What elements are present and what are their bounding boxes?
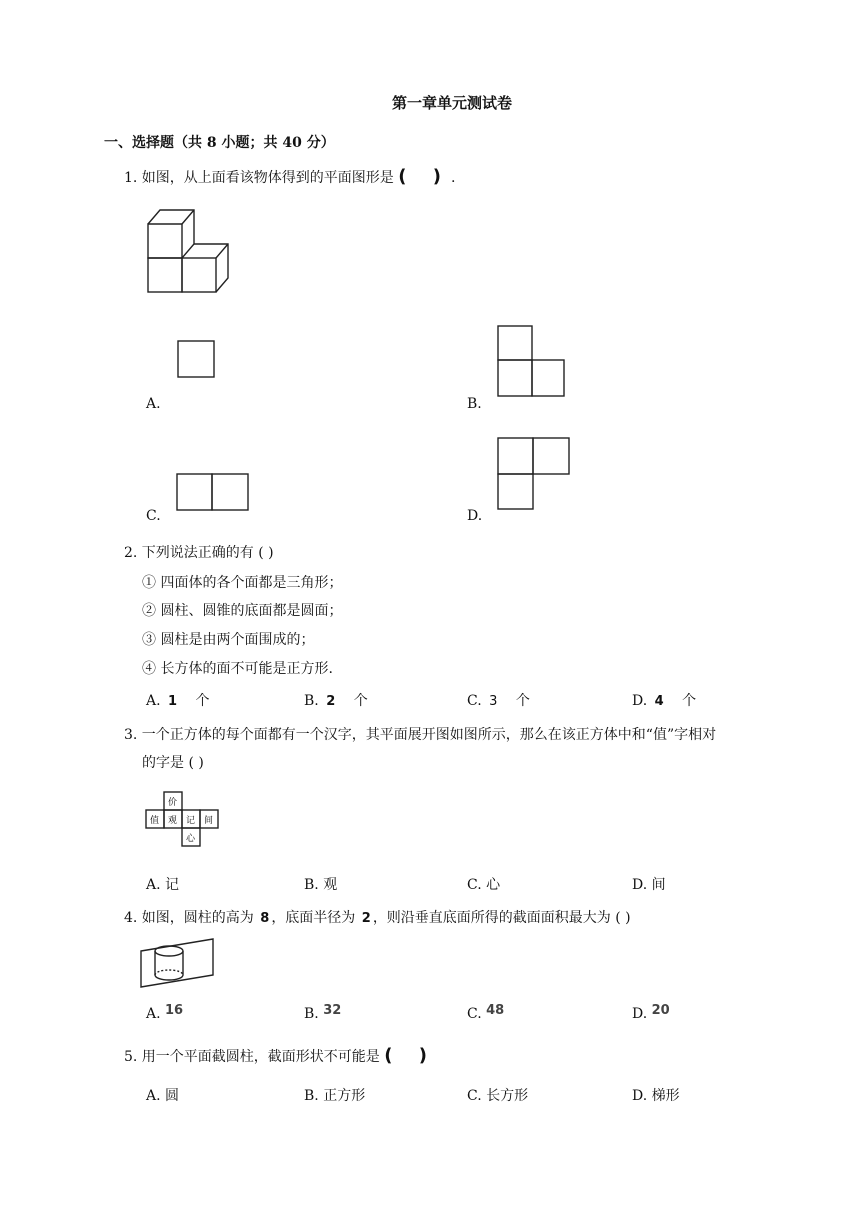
q4-option-b-value: 32: [323, 1003, 342, 1018]
q4-stem-a: 4. 如图，圆柱的高为: [124, 910, 254, 926]
q1-stem-end: .: [451, 170, 456, 186]
q4-option-c-letter: C.: [467, 1006, 482, 1022]
q1-stem-text: 1. 如图，从上面看该物体得到的平面图形是: [124, 170, 394, 186]
q2-option-c[interactable]: [467, 690, 530, 710]
q3-net-char-1: 价: [168, 798, 178, 808]
q5-option-c[interactable]: C. 长方形: [467, 1088, 529, 1104]
q4-stem-c: ，则沿垂直底面所得的截面面积最大为 ( ): [372, 910, 631, 926]
q2-option-d[interactable]: [632, 690, 696, 710]
q3-option-d[interactable]: D. 间: [632, 877, 666, 893]
q5-stem: [124, 1045, 437, 1066]
page-title: 第一章单元测试卷: [392, 94, 513, 112]
q3-option-c[interactable]: C. 心: [467, 877, 501, 893]
q5-stem-text: 5. 用一个平面截圆柱，截面形状不可能是: [124, 1049, 380, 1065]
q1-option-a[interactable]: A.: [146, 396, 161, 412]
q2-option-b-value: 2: [326, 694, 336, 709]
q1-option-b-figure: [497, 325, 567, 400]
q3-option-a[interactable]: A. 记: [146, 877, 180, 893]
q2-statement-2: ② 圆柱、圆锥的底面都是圆面；: [142, 603, 343, 619]
q1-option-a-figure: [177, 340, 217, 380]
q4-option-d[interactable]: [632, 1003, 670, 1022]
q4-option-c-value: 48: [486, 1003, 505, 1018]
q4-option-c[interactable]: [467, 1003, 505, 1022]
section-heading: 一、选择题（共 8 小题；共 40 分）: [104, 135, 335, 151]
q4-option-d-value: 20: [651, 1003, 670, 1018]
q3-option-b[interactable]: B. 观: [304, 877, 338, 893]
q2-option-c-letter: C.: [467, 693, 482, 709]
q2-option-a-value: 1: [168, 694, 178, 709]
q3-net-char-6: 心: [186, 834, 196, 844]
q2-option-d-value: 4: [654, 694, 664, 709]
q4-stem: [124, 907, 631, 927]
q2-statement-4: ④ 长方体的面不可能是正方形.: [142, 661, 333, 677]
q2-statement-3: ③ 圆柱是由两个面围成的；: [142, 632, 315, 648]
q2-option-a-letter: A.: [146, 693, 161, 709]
q3-net-char-3: 观: [168, 816, 178, 826]
q1-option-b[interactable]: B.: [467, 396, 482, 412]
q4-stem-b: ，底面半径为: [271, 910, 356, 926]
q4-option-a-value: 16: [165, 1003, 184, 1018]
q4-radius-value: 2: [361, 911, 371, 926]
q4-option-a-letter: A.: [146, 1006, 161, 1022]
q2-statement-1: ① 四面体的各个面都是三角形；: [142, 575, 343, 591]
q2-option-b-letter: B.: [304, 693, 319, 709]
q3-cube-net: [146, 791, 226, 851]
q2-option-d-unit: 个: [682, 693, 697, 709]
q1-option-c-figure: [176, 473, 251, 513]
q5-option-a[interactable]: A. 圆: [146, 1088, 180, 1104]
q5-answer-bracket: ( ): [384, 1045, 437, 1066]
q1-stem: [124, 166, 455, 187]
q4-option-b-letter: B.: [304, 1006, 319, 1022]
q3-net-char-5: 间: [204, 816, 214, 826]
q1-option-d[interactable]: D.: [467, 508, 483, 524]
q3-net-char-2: 值: [150, 816, 160, 826]
q4-option-d-letter: D.: [632, 1006, 648, 1022]
q4-height-value: 8: [260, 911, 270, 926]
q4-option-a[interactable]: [146, 1003, 184, 1022]
q3-stem-line2: 的字是 ( ): [142, 755, 204, 771]
q2-option-b[interactable]: [304, 690, 368, 710]
q4-cylinder-figure: [139, 937, 219, 989]
q3-stem-line1: 3. 一个正方体的每个面都有一个汉字，其平面展开图如图所示，那么在该正方体中和“值”字相对: [124, 727, 717, 743]
q5-option-d[interactable]: D. 梯形: [632, 1088, 680, 1104]
q2-option-c-unit: 个: [515, 693, 530, 709]
q1-option-d-figure: [497, 437, 573, 512]
q1-answer-bracket: ( ): [398, 166, 451, 187]
q1-cube-figure: [146, 208, 236, 298]
q2-option-b-unit: 个: [353, 693, 368, 709]
q4-option-b[interactable]: [304, 1003, 342, 1022]
q2-option-a-unit: 个: [195, 693, 210, 709]
q2-option-d-letter: D.: [632, 693, 648, 709]
q2-option-c-value: 3: [489, 694, 498, 709]
q3-net-char-4: 记: [186, 816, 196, 826]
q1-option-c[interactable]: C.: [146, 508, 161, 524]
q2-option-a[interactable]: [146, 690, 210, 710]
q2-stem: 2. 下列说法正确的有 ( ): [124, 545, 274, 561]
q5-option-b[interactable]: B. 正方形: [304, 1088, 366, 1104]
